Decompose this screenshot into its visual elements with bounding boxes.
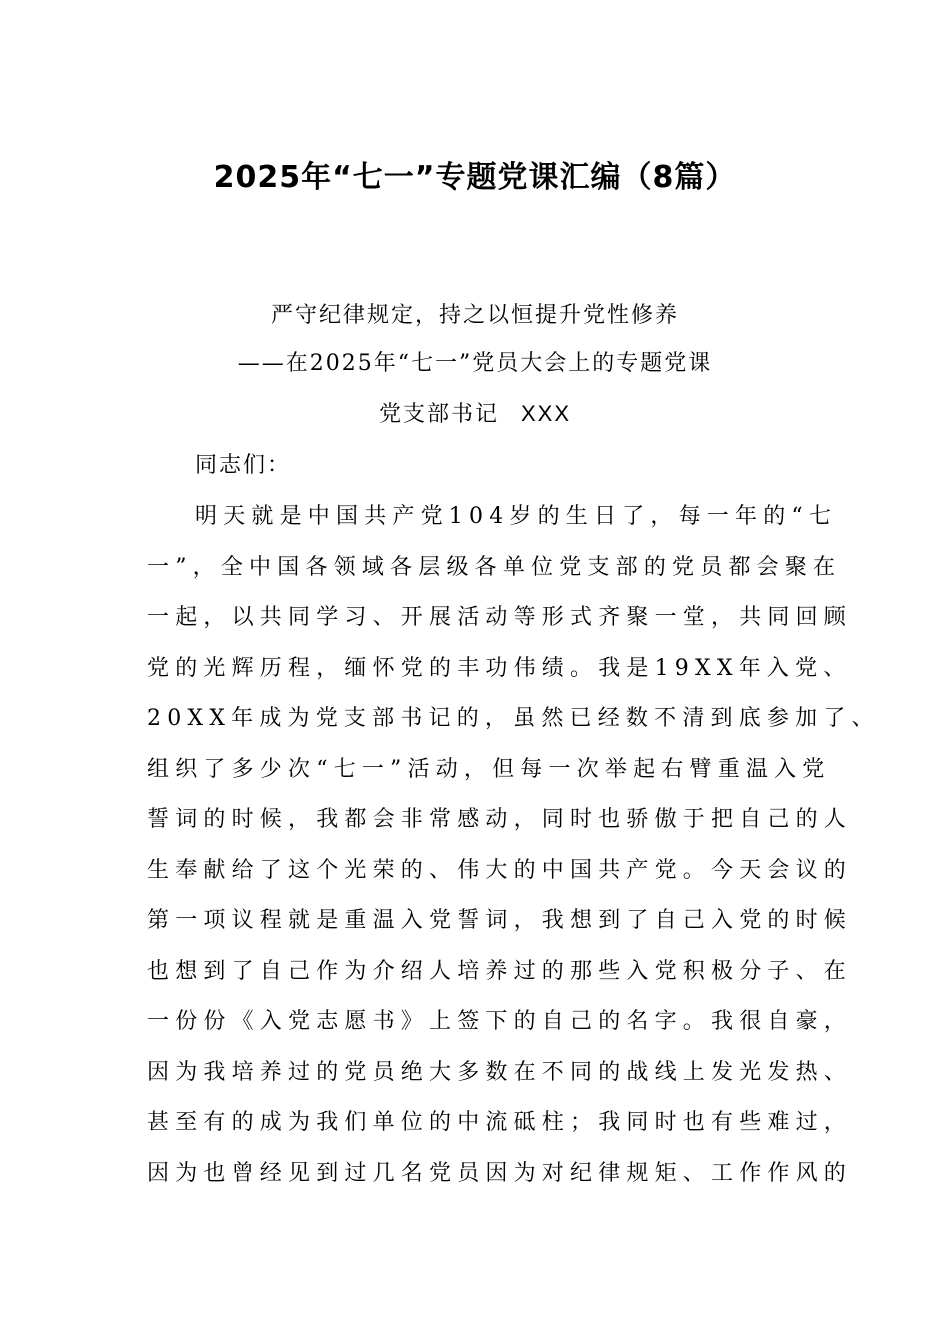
body-line: 一”，全中国各领域各层级各单位党支部的党员都会聚在 <box>147 554 842 580</box>
body-line: 因为我培养过的党员绝大多数在不同的战线上发光发热、 <box>147 1059 853 1085</box>
body-line: 组织了多少次“七一”活动，但每一次举起右臂重温入党 <box>147 756 831 782</box>
lecture-title: 严守纪律规定，持之以恒提升党性修养 <box>270 303 679 328</box>
document-title: 2025年“七一”专题党课汇编（8篇） <box>213 160 737 195</box>
body-line: 党的光辉历程，缅怀党的丰功伟绩。我是19XX年入党、 <box>147 655 852 681</box>
lecture-subtitle: ——在2025年“七一”党员大会上的专题党课 <box>237 351 713 376</box>
body-line: 也想到了自己作为介绍人培养过的那些入党积极分子、在 <box>147 958 853 984</box>
body-line: 明天就是中国共产党104岁的生日了，每一年的“七 <box>195 504 838 529</box>
author-role: 党支部书记 <box>378 402 499 427</box>
author-line <box>0 398 950 431</box>
body-line: 一起，以共同学习、开展活动等形式齐聚一堂，共同回顾 <box>147 605 853 630</box>
body-paragraph <box>147 492 880 1199</box>
body-line: 第一项议程就是重温入党誓词，我想到了自己入党的时候 <box>147 908 853 933</box>
author-name: XXX <box>520 401 572 426</box>
body-line: 因为也曾经见到过几名党员因为对纪律规矩、工作作风的 <box>147 1160 853 1186</box>
body-line: 誓词的时候，我都会非常感动，同时也骄傲于把自己的人 <box>147 807 853 832</box>
body-line: 20XX年成为党支部书记的，虽然已经数不清到底参加了、 <box>147 706 880 731</box>
body-line: 生奉献给了这个光荣的、伟大的中国共产党。今天会议的 <box>147 857 853 883</box>
body-line: 一份份《入党志愿书》上签下的自己的名字。我很自豪， <box>147 1009 853 1034</box>
salutation: 同志们： <box>195 453 292 478</box>
body-line: 甚至有的成为我们单位的中流砥柱；我同时也有些难过， <box>147 1110 853 1135</box>
